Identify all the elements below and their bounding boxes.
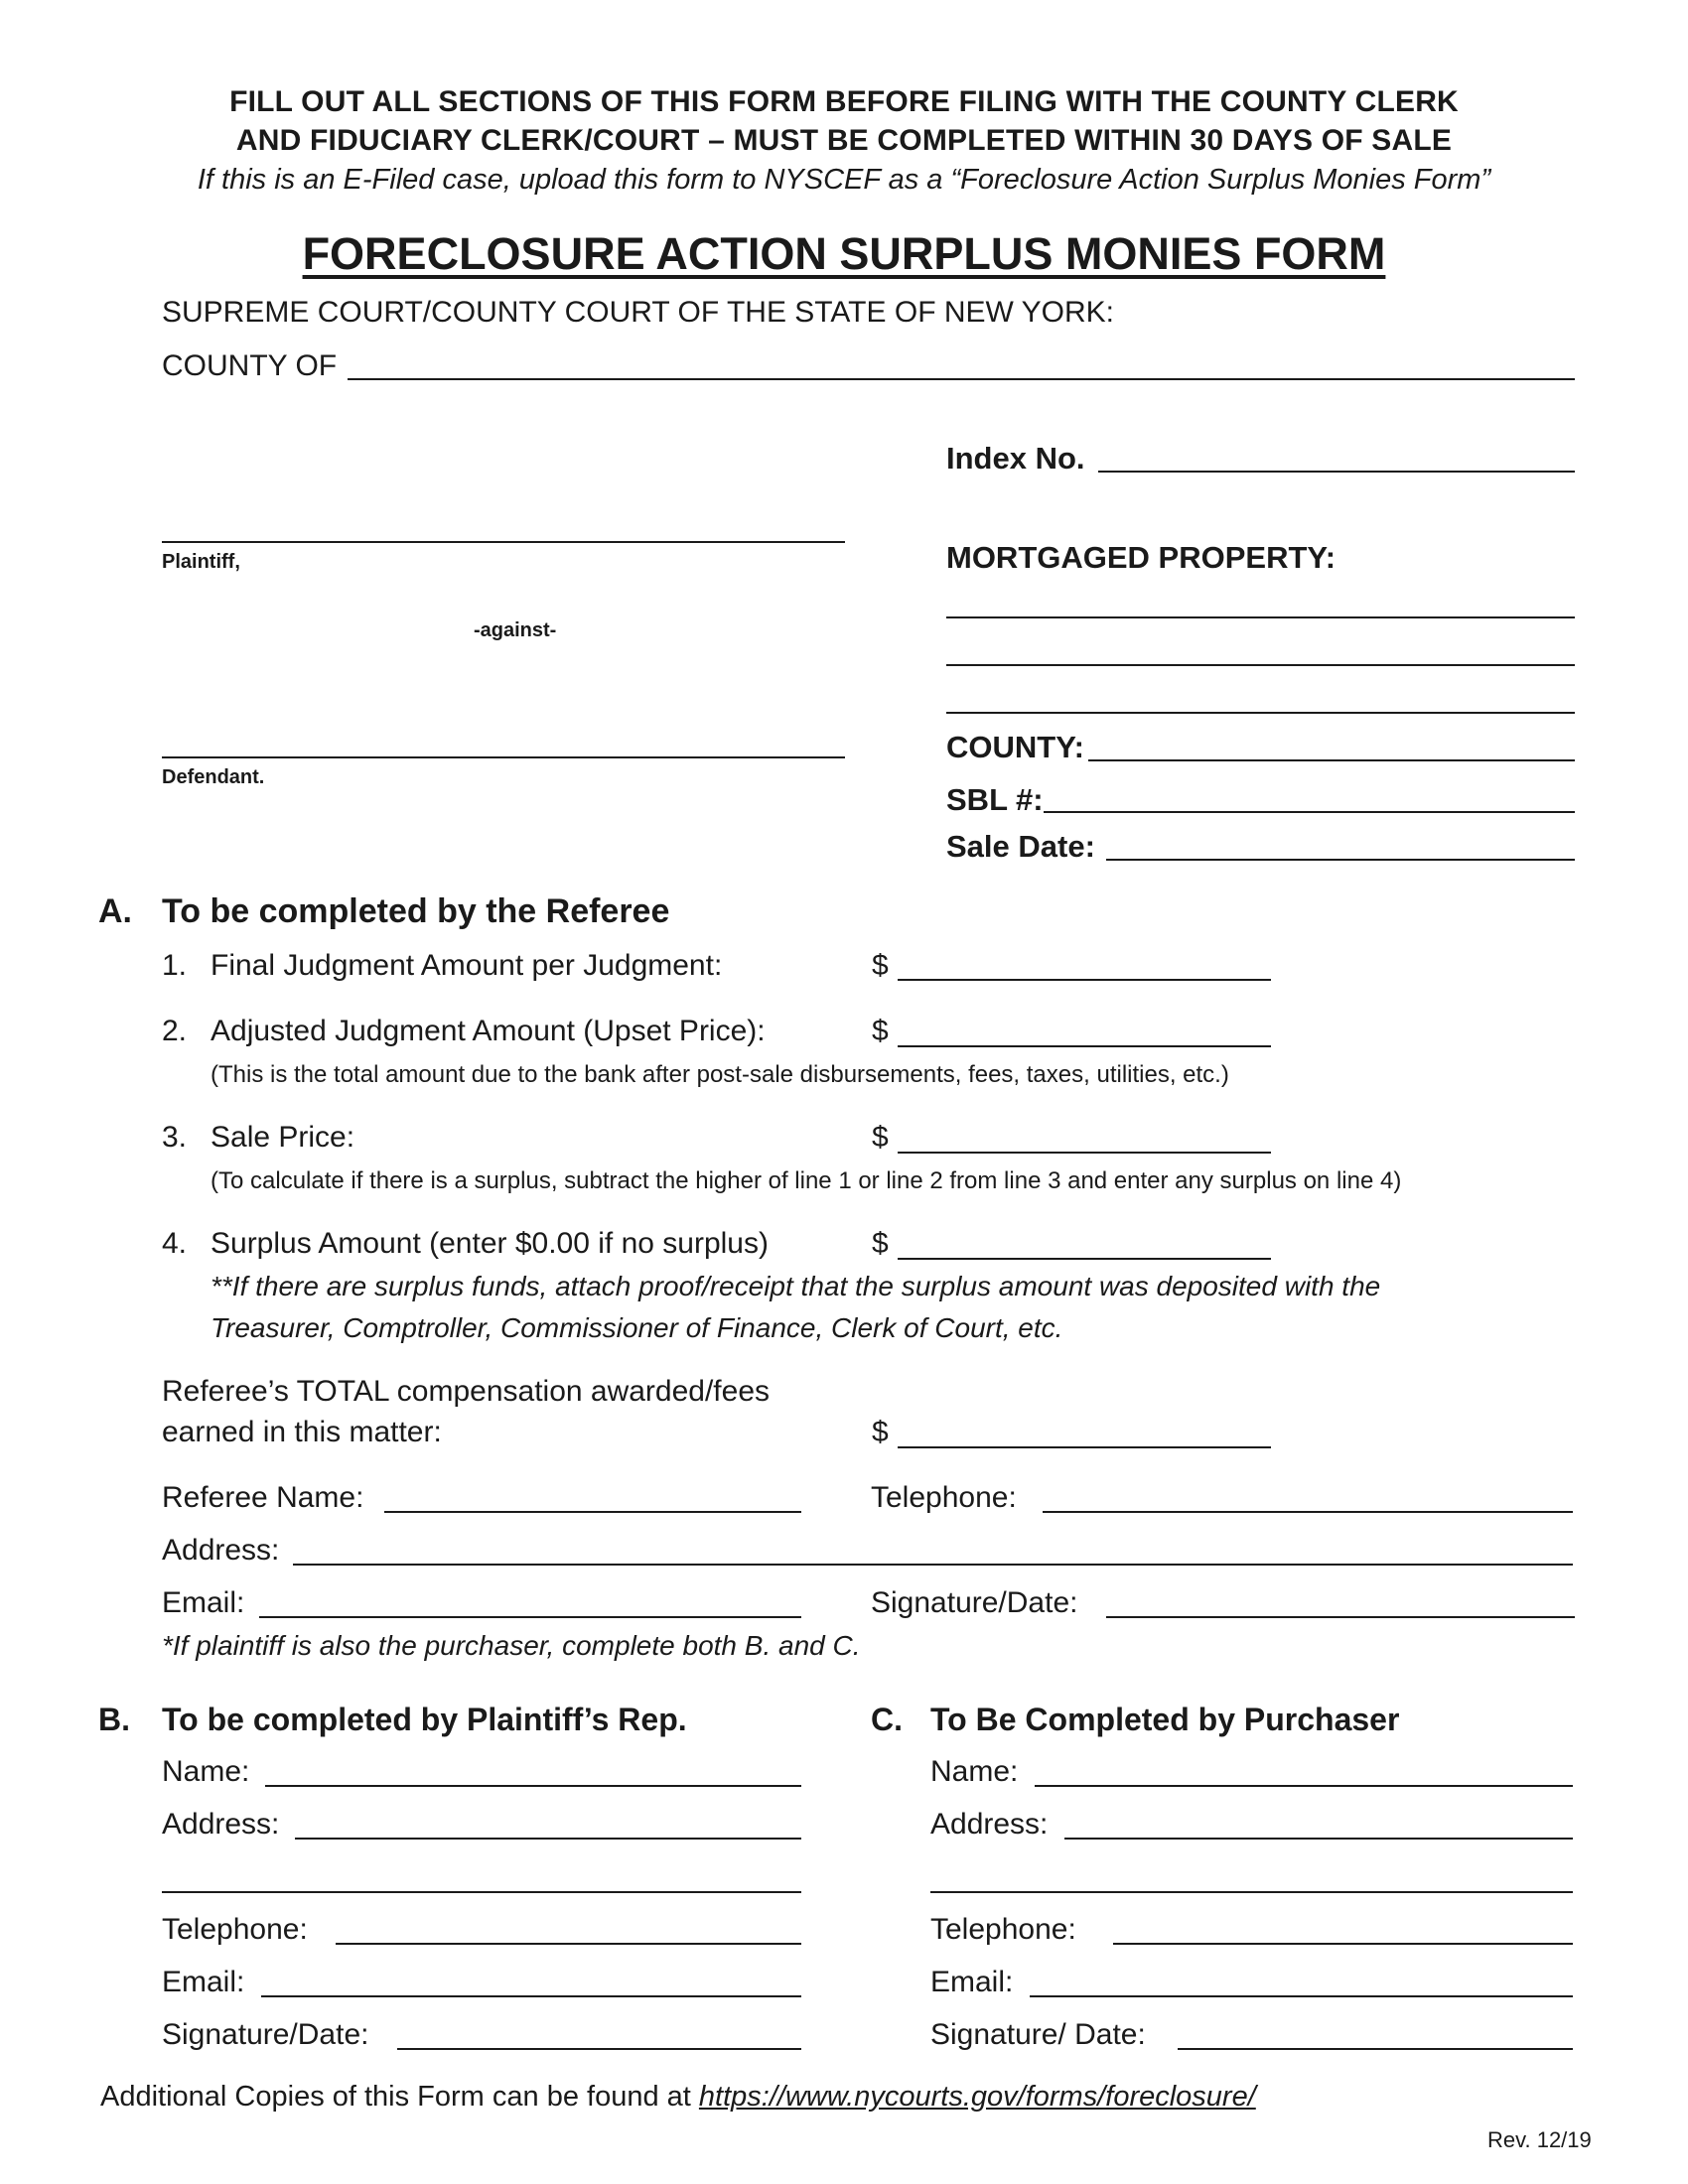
footer-copies-text: Additional Copies of this Form can be found at	[100, 2081, 691, 2113]
plaintiff-rep-signature-label: Signature/Date:	[162, 2018, 369, 2051]
item-2-number: 2.	[162, 1015, 188, 1047]
plaintiff-rep-signature-field[interactable]	[397, 2048, 801, 2050]
index-number-field[interactable]	[1098, 471, 1575, 473]
item-3-number: 3.	[162, 1121, 188, 1154]
referee-address-label: Address:	[162, 1534, 280, 1567]
item-3-dollar-sign: $	[872, 1121, 889, 1154]
item-2-label: Adjusted Judgment Amount (Upset Price):	[211, 1015, 766, 1047]
purchaser-signature-field[interactable]	[1178, 2048, 1573, 2050]
referee-name-label: Referee Name:	[162, 1481, 364, 1514]
item-1-number: 1.	[162, 949, 188, 982]
property-address-line-3[interactable]	[946, 712, 1575, 714]
filing-notice-line-2: AND FIDUCIARY CLERK/COURT – MUST BE COMPLETED WITHIN 30 DAYS OF SALE	[235, 124, 1453, 157]
purchaser-email-label: Email:	[930, 1966, 1014, 1998]
defendant-name-field[interactable]	[162, 756, 845, 758]
form-title: FORECLOSURE ACTION SURPLUS MONIES FORM	[302, 228, 1386, 279]
referee-address-field[interactable]	[293, 1564, 1573, 1566]
section-a-letter: A.	[98, 892, 132, 930]
referee-email-field[interactable]	[259, 1616, 801, 1618]
surplus-amount-field[interactable]	[898, 1258, 1271, 1260]
plaintiff-rep-telephone-field[interactable]	[336, 1943, 801, 1945]
sale-date-field[interactable]	[1106, 859, 1575, 861]
purchaser-address-label: Address:	[930, 1808, 1049, 1841]
defendant-label: Defendant.	[162, 766, 265, 788]
section-c-letter: C.	[871, 1702, 903, 1737]
purchaser-name-field[interactable]	[1035, 1785, 1573, 1787]
plaintiff-rep-address-field-2[interactable]	[162, 1891, 801, 1893]
efiling-notice: If this is an E-Filed case, upload this form to NYSCEF as a “Foreclosure Action Surplus Monies Form”	[197, 164, 1491, 196]
final-judgment-amount-field[interactable]	[898, 979, 1271, 981]
plaintiff-purchaser-footnote: *If plaintiff is also the purchaser, complete both B. and C.	[162, 1630, 861, 1661]
purchaser-telephone-label: Telephone:	[930, 1913, 1076, 1946]
item-3-label: Sale Price:	[211, 1121, 355, 1154]
mortgaged-property-label: MORTGAGED PROPERTY:	[946, 540, 1336, 575]
section-b-letter: B.	[98, 1702, 130, 1737]
item-2-note: (This is the total amount due to the bank after post-sale disbursements, fees, taxes, utilities, etc.)	[211, 1061, 1229, 1088]
referee-compensation-label-line-1: Referee’s TOTAL compensation awarded/fees	[162, 1375, 771, 1408]
item-4-dollar-sign: $	[872, 1227, 889, 1260]
plaintiff-rep-address-label: Address:	[162, 1808, 280, 1841]
purchaser-telephone-field[interactable]	[1113, 1943, 1573, 1945]
property-county-label: COUNTY:	[946, 730, 1084, 764]
plaintiff-name-field[interactable]	[162, 541, 845, 543]
adjusted-judgment-amount-field[interactable]	[898, 1045, 1271, 1047]
plaintiff-label: Plaintiff,	[162, 551, 240, 573]
forms-link[interactable]: https://www.nycourts.gov/forms/foreclosure/	[698, 2081, 1256, 2113]
footer-copies-note	[100, 2081, 1256, 2114]
section-b-title: To be completed by Plaintiff’s Rep.	[162, 1702, 687, 1737]
referee-telephone-label: Telephone:	[871, 1481, 1017, 1514]
item-4-number: 4.	[162, 1227, 188, 1260]
section-a-title: To be completed by the Referee	[162, 892, 670, 930]
filing-notice-line-1: FILL OUT ALL SECTIONS OF THIS FORM BEFORE FILING WITH THE COUNTY CLERK	[229, 85, 1459, 118]
item-3-note: (To calculate if there is a surplus, subtract the higher of line 1 or line 2 from line 3 and enter any surplus on line 4)	[211, 1167, 1402, 1194]
property-address-line-2[interactable]	[946, 664, 1575, 666]
plaintiff-rep-name-label: Name:	[162, 1755, 250, 1788]
revision-label: Rev. 12/19	[1487, 2127, 1592, 2152]
compensation-dollar-sign: $	[872, 1416, 889, 1448]
purchaser-address-field[interactable]	[1064, 1838, 1573, 1840]
sale-price-field[interactable]	[898, 1152, 1271, 1154]
item-4-note-line-2: Treasurer, Comptroller, Commissioner of Finance, Clerk of Court, etc.	[211, 1312, 1063, 1343]
purchaser-email-field[interactable]	[1030, 1995, 1573, 1997]
item-1-dollar-sign: $	[872, 949, 889, 982]
plaintiff-rep-email-label: Email:	[162, 1966, 245, 1998]
referee-compensation-field[interactable]	[898, 1446, 1271, 1448]
plaintiff-rep-email-field[interactable]	[261, 1995, 801, 1997]
referee-email-label: Email:	[162, 1586, 245, 1619]
item-2-dollar-sign: $	[872, 1015, 889, 1047]
referee-telephone-field[interactable]	[1043, 1511, 1573, 1513]
plaintiff-rep-address-field[interactable]	[295, 1838, 801, 1840]
sbl-field[interactable]	[1044, 811, 1575, 813]
county-of-label: COUNTY OF	[162, 349, 338, 382]
item-4-note-line-1: **If there are surplus funds, attach proof/receipt that the surplus amount was deposited with the	[211, 1271, 1381, 1301]
property-county-field[interactable]	[1088, 759, 1575, 761]
item-1-label: Final Judgment Amount per Judgment:	[211, 949, 723, 982]
plaintiff-rep-name-field[interactable]	[265, 1785, 801, 1787]
referee-name-field[interactable]	[384, 1511, 801, 1513]
plaintiff-rep-telephone-label: Telephone:	[162, 1913, 308, 1946]
referee-signature-field[interactable]	[1106, 1616, 1575, 1618]
property-address-line-1[interactable]	[946, 616, 1575, 618]
sbl-label: SBL #:	[946, 782, 1044, 817]
referee-compensation-label-line-2: earned in this matter:	[162, 1416, 442, 1448]
purchaser-signature-label: Signature/ Date:	[930, 2018, 1146, 2051]
against-label: -against-	[474, 619, 557, 641]
section-c-title: To Be Completed by Purchaser	[930, 1702, 1400, 1737]
referee-signature-label: Signature/Date:	[871, 1586, 1078, 1619]
court-heading: SUPREME COURT/COUNTY COURT OF THE STATE OF NEW YORK:	[162, 296, 1114, 329]
sale-date-label: Sale Date:	[946, 829, 1095, 864]
purchaser-address-field-2[interactable]	[930, 1891, 1573, 1893]
county-of-field[interactable]	[348, 378, 1575, 380]
purchaser-name-label: Name:	[930, 1755, 1019, 1788]
item-4-label: Surplus Amount (enter $0.00 if no surplus)	[211, 1227, 769, 1260]
index-number-label: Index No.	[946, 441, 1085, 476]
